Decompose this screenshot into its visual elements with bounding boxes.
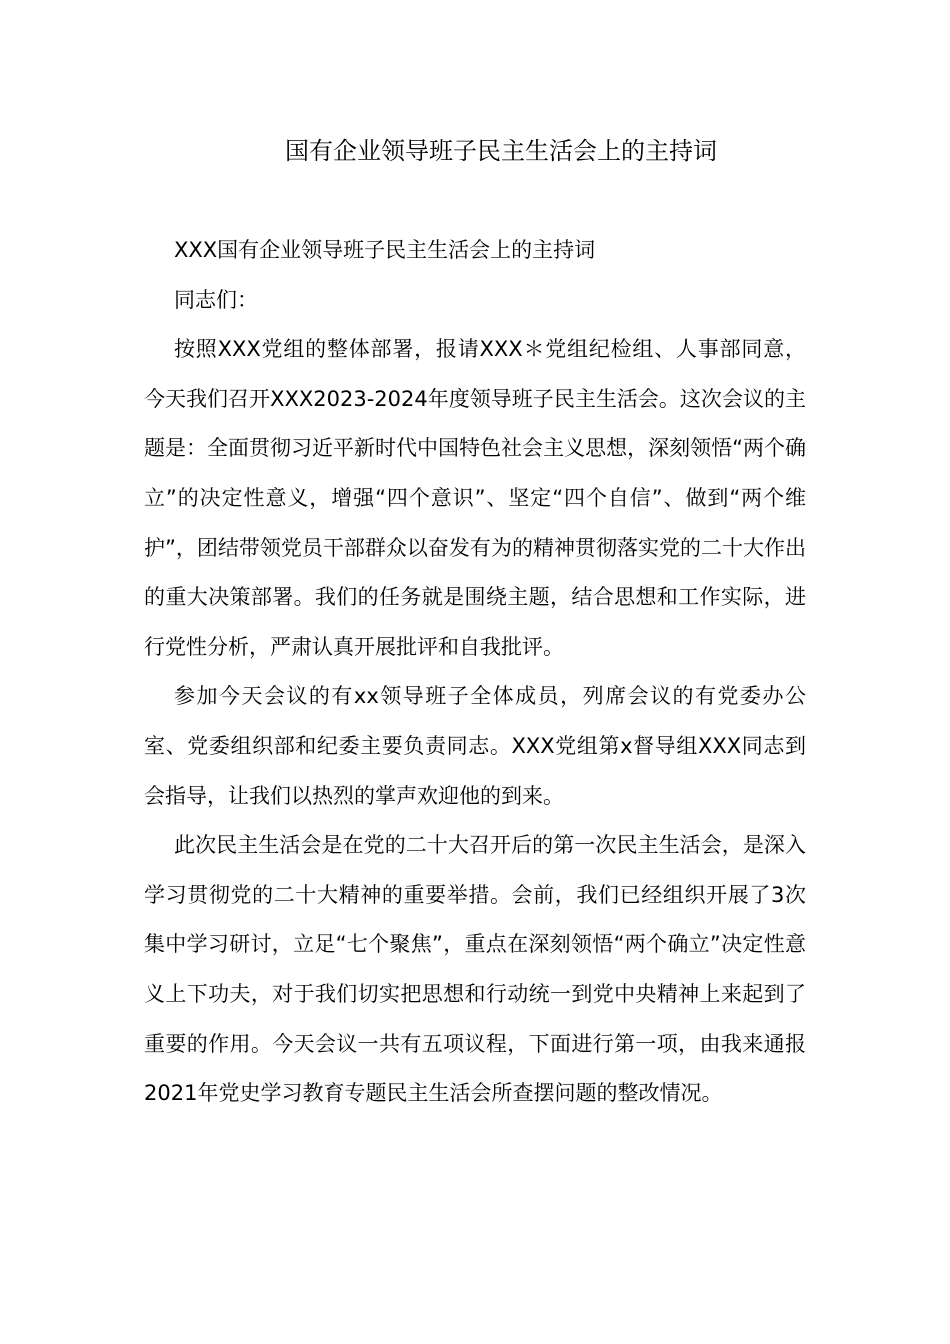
body-paragraph: 参加今天会议的有xx领导班子全体成员，列席会议的有党委办公室、党委组织部和纪委主要负责同志。XXX党组第x督导组XXX同志到会指导，让我们以热烈的掌声欢迎他的到来。 [144, 684, 806, 808]
salutation-paragraph: 同志们： [174, 287, 258, 312]
body-paragraph: 按照XXX党组的整体部署，报请XXX＊党组纪检组、人事部同意，今天我们召开XXX2023-2024年度领导班子民主生活会。这次会议的主题是：全面贯彻习近平新时代中国特色社会主义思想，深刻领悟“两个确立”的决定性意义，增强“四个意识”、坚定“四个自信”、做到“两个维护”，团结带领党员干部群众以奋发有为的精神贯彻落实党的二十大作出的重大决策部署。我们的任务就是围绕主题，结合思想和工作实际，进行党性分析，严肃认真开展批评和自我批评。 [144, 337, 806, 659]
body-paragraph: 此次民主生活会是在党的二十大召开后的第一次民主生活会，是深入学习贯彻党的二十大精神的重要举措。会前，我们已经组织开展了3次集中学习研讨，立足“七个聚焦”，重点在深刻领悟“两个确立”决定性意义上下功夫，对于我们切实把思想和行动统一到党中央精神上来起到了重要的作用。今天会议一共有五项议程，下面进行第一项，由我来通报2021年党史学习教育专题民主生活会所查摆问题的整改情况。 [144, 833, 806, 1106]
subtitle-paragraph: XXX国有企业领导班子民主生活会上的主持词 [174, 238, 596, 262]
document-body [144, 226, 806, 1119]
document-title: 国有企业领导班子民主生活会上的主持词 [285, 137, 717, 165]
